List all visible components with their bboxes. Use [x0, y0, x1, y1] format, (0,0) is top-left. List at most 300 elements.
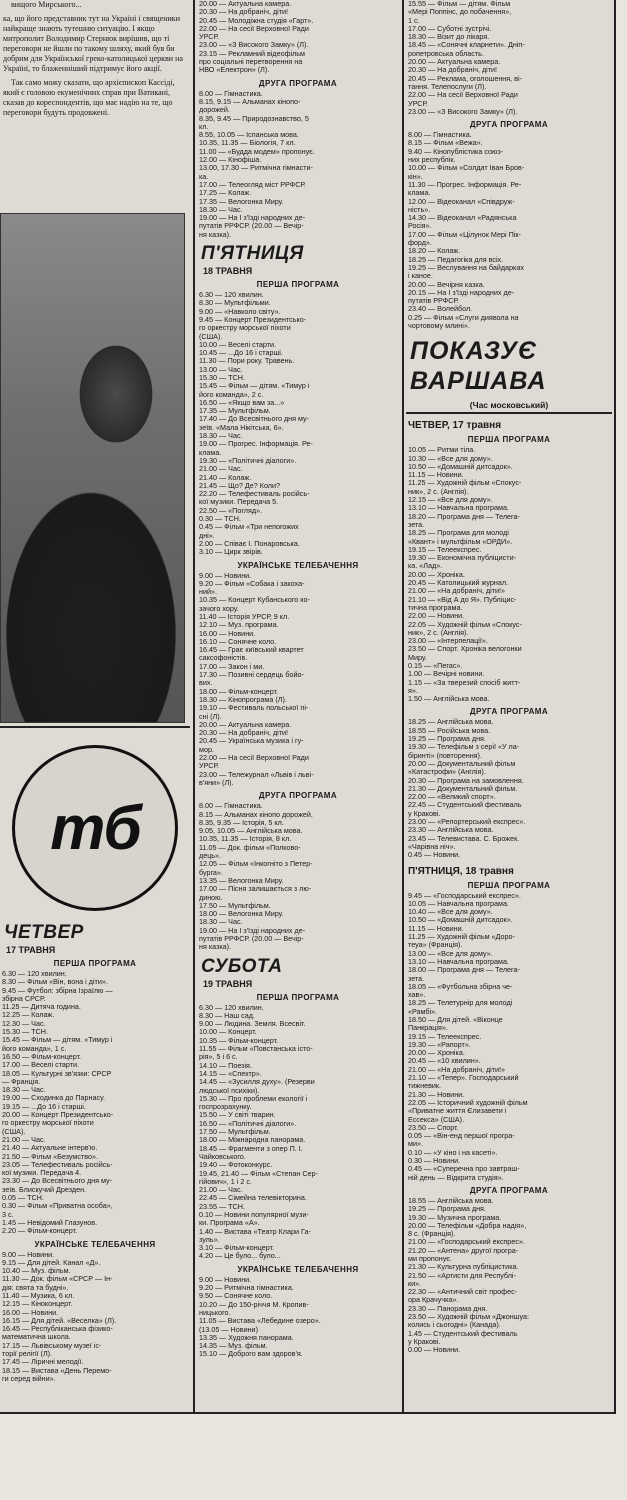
schedule-entry: 0.25 — Фільм «Слуги диявола на [408, 313, 519, 322]
schedule-entry: 21.40 — Колаж. [199, 473, 252, 482]
schedule-entry: 0.10 — Новини популярної музи- [199, 1211, 309, 1219]
schedule-entry: 10.20 — До 150-річчя М. Кропив- [199, 1300, 309, 1309]
portrait-photo [0, 213, 185, 723]
schedule-entry: вих. [199, 679, 213, 688]
schedule-entry: 10.50 — «Домашній дитсадок». [408, 916, 513, 925]
schedule-entry: 19.15 — Телеекспрес. [408, 1032, 482, 1041]
schedule-entry: «Рамбі». [408, 1007, 438, 1016]
schedule-entry: 18.00 — Міжнародна панорама. [199, 1136, 306, 1145]
schedule-entry: бурга». [199, 868, 223, 877]
schedule-entry: дець». [199, 852, 222, 861]
schedule-entry: 23.30 — До Всесвітнього дня му- [2, 1177, 113, 1186]
schedule-entry: 10.05 — Ритми тіла. [408, 446, 476, 455]
schedule-entry: ницького. [199, 1308, 231, 1317]
schedule-entry: 20.00 — Актуальна камера. [199, 0, 292, 8]
schedule-entry: 11.25 — Художній фільм «Спокус- [408, 479, 522, 488]
schedule-entry: 9.00 — «Навколо світу». [199, 307, 281, 316]
schedule-entry: 13.00 — «Все для дому». [408, 949, 493, 958]
schedule-entry: 15.50 — У світі тварин. [199, 1111, 276, 1120]
column-middle [197, 0, 399, 1412]
program-heading: ДРУГА ПРОГРАМА [469, 120, 549, 130]
schedule-entry: 20.45 — «10 хвилин». [408, 1057, 481, 1066]
schedule-entry: 10.35, 11.35 — Біологія, 7 кл. [199, 139, 296, 148]
schedule-entry: 11.30 — Пори року. Травень. [199, 357, 295, 366]
schedule-entry: 23.45 — Телевистава. С. Брожек. [408, 834, 520, 843]
schedule-entry: 23.50 — Спорт. Хроніка велогонки [408, 645, 522, 654]
schedule-entry: 10.00 — Веселі старти. [199, 340, 277, 349]
schedule-entry: 21.00 — Час. [199, 1186, 243, 1195]
schedule-entry: 17.00 — Суботні зустрічі. [408, 24, 492, 33]
schedule-entry: 20.30 — Програма на замовлення. [408, 776, 524, 785]
schedule-entry: 11.25 — Дитяча година. [2, 1003, 81, 1012]
schedule-entry: 15.30 — ТСН. [2, 1028, 48, 1037]
tv-logo-icon [12, 745, 178, 911]
schedule-entry: 11.30 — Прогрес. Інформація. Ре- [408, 180, 522, 189]
column-right [406, 0, 612, 1412]
program-heading: ПЕРША ПРОГРАМА [467, 435, 551, 445]
schedule-entry: 20.00 — Актуальна камера. [199, 720, 292, 729]
schedule-entry: 9.00 — Новини. [2, 1250, 55, 1259]
schedule-entry: 9.00 — Новини. [199, 571, 252, 580]
schedule-entry: 23.00 — «З Високого Замку» (Л). [199, 41, 309, 50]
schedule-entry: 0.05 — «Він-енд першої програ- [408, 1132, 515, 1141]
schedule-entry: 23.00 — «З Високого Замку» (Л). [408, 107, 518, 116]
schedule-entry: теуа» (Франція). [408, 941, 463, 950]
schedule-entry: 19.25 — Програма дня. [408, 1205, 486, 1214]
schedule-entry: (США). [199, 332, 223, 341]
schedule-entry: 8 с. (Франція). [408, 1230, 456, 1239]
schedule-entry: 19.30 — «Рапорт». [408, 1040, 471, 1049]
timezone-note: (Час московський) [469, 400, 549, 411]
schedule-entry: форд». [408, 239, 432, 248]
program-heading: ПЕРША ПРОГРАМА [53, 959, 137, 968]
schedule-entry: 18.25 — Англійська мова. [408, 718, 494, 727]
schedule-entry: дія: свята та будні». [2, 1283, 69, 1292]
schedule-entry: 21.10 — «Від А до Я». Публіцис- [408, 595, 517, 604]
schedule-entry: 20.30 — На добраніч, діти! [199, 8, 289, 17]
schedule-entry: 21.45 — Що? Де? Коли? [199, 481, 280, 490]
schedule-entry: зета. [408, 520, 425, 529]
schedule-entry: 8.15 — Альманах кінопо дорожей. [199, 810, 313, 819]
schedule-entry: 21.30 — Документальний фільм. [408, 784, 518, 793]
schedule-entry: го оркестру морської піхоти [199, 324, 291, 333]
schedule-entry: 16.50 — Фільм-концерт. [2, 1052, 82, 1061]
schedule-entry: 8.15 — Фільм «Вежа». [408, 139, 483, 148]
schedule-entry: 15.30 — Про проблеми екології і [199, 1094, 308, 1103]
schedule-entry: 19.30 — Музична програма. [408, 1213, 502, 1222]
schedule-entry: 18.15 — Вистава «День Перемо- [2, 1366, 112, 1375]
schedule-list [197, 90, 399, 239]
schedule-entry: кін». [408, 172, 423, 181]
schedule-entry: кл. [199, 122, 209, 131]
schedule-list [406, 446, 612, 703]
schedule-entry: 11.00 — «Будда модем» пропонує. [199, 147, 315, 156]
schedule-entry: 13.35 — Велогонка Миру. [199, 876, 284, 885]
schedule-entry: сні (Л). [199, 712, 222, 721]
schedule-entry: НВО «Електрон» (Л). [199, 66, 270, 75]
schedule-entry: 20.00 — Вечірня казка. [408, 280, 485, 289]
schedule-entry: 12.10 — Муз. програма. [199, 621, 279, 630]
schedule-entry: «Чарівна ніч». [408, 842, 456, 851]
schedule-entry: 9.20 — Фільм «Собака і закоха- [199, 579, 305, 588]
schedule-entry: 18.00 — Програма дня — Телега- [408, 966, 520, 975]
schedule-entry: 18.00 — Велогонка Миру. [199, 910, 284, 919]
schedule-entry: 9.20 — Ритмічна гімнастика. [199, 1284, 294, 1293]
schedule-entry: 11.55 — Фільм «Повстанська істо- [199, 1045, 313, 1054]
schedule-entry: 9.15 — Для дітей. Канал «Д». [2, 1258, 101, 1267]
schedule-entry: 11.15 — Новини. [408, 471, 464, 480]
schedule-entry: 8.00 — Гімнастика. [199, 802, 263, 811]
schedule-entry: 16.10 — Сонячне коло. [199, 637, 277, 646]
schedule-entry: 10.05 — Навчальна програма. [408, 899, 509, 908]
schedule-entry: 21.00 — Час. [199, 465, 243, 474]
program-heading: УКРАЇНСЬКЕ ТЕЛЕБАЧЕННЯ [237, 1264, 359, 1274]
schedule-entry: 11.15 — Новини. [408, 924, 464, 933]
schedule-entry: 20.45 — Молодіжна студія «Гарт». [199, 16, 314, 25]
day-heading-w-friday: П'ЯТНИЦЯ, 18 травня [408, 865, 514, 877]
schedule-entry: 9.45 — Концерт Президентсько- [199, 315, 307, 324]
program-heading: ПЕРША ПРОГРАМА [467, 880, 551, 890]
schedule-entry: 23.05 — Телефестиваль російсь- [2, 1160, 113, 1169]
schedule-entry: 12.00 — Відеоканал «Співдруж- [408, 197, 515, 206]
day-heading-thursday: ЧЕТВЕР [4, 922, 84, 943]
schedule-entry: ропетровська область. [408, 49, 484, 58]
schedule-entry: 21.20 — «Антена» другої програ- [408, 1246, 519, 1255]
schedule-entry: мор. [199, 745, 214, 754]
schedule-entry: клама. [408, 189, 431, 198]
schedule-entry: 22.45 — Студентський фестиваль [408, 801, 522, 810]
schedule-entry: 11.40 — Історія УРСР, 9 кл. [199, 613, 290, 621]
schedule-entry: 10.40 — Муз. фільм. [2, 1267, 71, 1276]
schedule-entry: 21.40 — Актуальне інтерв'ю. [2, 1144, 98, 1153]
schedule-entry: його команда», 1 с. [2, 1044, 67, 1053]
schedule-entry: 0.45 — «Суперечна про завтраш- [408, 1165, 520, 1174]
column-left [0, 0, 190, 1412]
schedule-entry: 18.25 — Педагогіка для всіх. [408, 255, 504, 264]
schedule-entry: 22.00 — На сесії Верховної Ради [199, 754, 309, 763]
schedule-entry: ки. Програма «А». [199, 1219, 260, 1228]
schedule-entry: у Кракові. [408, 1337, 441, 1346]
schedule-entry: 14.15 — «Спектр». [199, 1069, 262, 1078]
schedule-entry: 15.30 — ТСН. [199, 373, 245, 382]
schedule-entry: 18.30 — Час. [199, 205, 243, 214]
schedule-entry: 17.50 — Мультфільм. [199, 901, 271, 910]
article-paragraph: ка, що його представник тут на Україні і священики найкраще знають тутешню ситуацію. І якщо митрополит Володимир Стернюк вирішив, що ті переговори не йшли по такому шляху, який був би добрим для Української греко-католицької церкви на Україні, то блаженніший підтримує його акції. [3, 14, 183, 73]
program-heading: ПЕРША ПРОГРАМА [256, 992, 340, 1002]
schedule-entry: УРСР. [408, 99, 428, 108]
schedule-entry: 0.30 — ТСН. [199, 515, 241, 524]
schedule-list [197, 1004, 399, 1261]
schedule-list [197, 1276, 399, 1359]
schedule-entry: 8.35, 9.35 — Історія, 5 кл. [199, 818, 284, 827]
schedule-entry: 0.05 — ТСН. [2, 1194, 44, 1203]
schedule-entry: 21.50 — «Артисти для Республі- [408, 1271, 516, 1280]
schedule-entry: 16.00 — Новини. [2, 1308, 59, 1317]
schedule-entry: 1.45 — Невідомий Глазунов. [2, 1218, 98, 1227]
schedule-entry: і каное. [408, 272, 433, 281]
schedule-entry: 9.45 — «Господарський експрес». [408, 891, 521, 900]
schedule-entry: УРСР. [199, 33, 219, 42]
date-friday: 18 ТРАВНЯ [203, 266, 253, 277]
schedule-entry: тична програма. [408, 603, 463, 612]
schedule-entry: путатів РРФСР. (20.00 — Вечір- [199, 222, 304, 231]
schedule-entry: «Катастрофи» (Англія). [408, 768, 486, 777]
schedule-entry: 3.10 — Цирк звірів. [199, 548, 263, 557]
schedule-entry: ми пропонує. [408, 1255, 452, 1263]
schedule-entry: ник», 2 с. (Англія). [408, 487, 469, 496]
schedule-entry: 19.10 — Фестиваль польської пі- [199, 704, 309, 713]
schedule-entry: 11.05 — Док. фільм «Полково- [199, 843, 301, 852]
schedule-entry: УРСР. [199, 762, 219, 771]
schedule-entry: торії релігії (Л). [2, 1350, 53, 1359]
schedule-entry: 15.45 — Фільм — дітям. «Тимур і [199, 382, 310, 391]
schedule-entry: чортовому млині». [408, 321, 470, 330]
schedule-entry: диною. [199, 893, 223, 902]
schedule-entry: 6.30 — 120 хвилин. [199, 291, 264, 300]
schedule-entry: зачого хору. [199, 604, 239, 613]
schedule-entry: 0.45 — Новини. [408, 851, 461, 860]
schedule-entry: ність». [408, 205, 431, 214]
schedule-entry: гійович», 1 і 2 с. [199, 1177, 252, 1186]
schedule-entry: 19.00 — Прогрес. Інформація. Ре- [199, 440, 313, 449]
schedule-entry: 21.50 — Фільм «Безумство». [2, 1152, 98, 1161]
schedule-entry: 20.00 — Актуальна камера. [408, 58, 501, 67]
schedule-entry: 15.45 — Фільм — дітям. «Тимур і [2, 1036, 113, 1045]
schedule-entry: 8.55, 10.05 — Іспанська мова. [199, 131, 299, 140]
divider [406, 412, 612, 414]
schedule-entry: 18.50 — Для дітей. «Віконце [408, 1015, 503, 1024]
schedule-entry: 23.00 — «Репортерський експрес». [408, 818, 526, 827]
schedule-entry: ний». [199, 588, 217, 597]
schedule-entry: дорожей. [199, 106, 230, 115]
schedule-entry: 17.00 — Телеогляд міст РРФСР. [199, 180, 306, 189]
schedule-entry: 19.40 — Фотоконкурс. [199, 1161, 273, 1170]
schedule-list [406, 892, 612, 1182]
column-rule [193, 0, 195, 1412]
divider [0, 726, 190, 728]
schedule-entry: 20.00 — Хроніка. [408, 1049, 465, 1058]
schedule-entry: 22.05 — Художній фільм «Спокус- [408, 620, 522, 629]
schedule-entry: 10.45 — ...До 16 і старші. [199, 349, 283, 358]
schedule-entry: 9.40 — Кінопублістика союз- [408, 147, 504, 156]
schedule-entry: 11.30 — Док. фільм «СРСР — Ін- [2, 1275, 113, 1284]
schedule-entry: математична школа. [2, 1333, 71, 1342]
schedule-entry: 0.15 — «Пегас». [408, 662, 463, 670]
schedule-entry: 18.30 — Кінопрограма (Л). [199, 695, 287, 704]
schedule-entry: 12.05 — Фільм «Інкогніто з Петер- [199, 860, 313, 869]
schedule-entry: 17.50 — Мультфільм. [199, 1128, 271, 1137]
schedule-entry: 18.05 — «Футбольна збірна че- [408, 982, 513, 991]
schedule-entry: 0.10 — «У кіно і на касеті». [408, 1148, 498, 1157]
schedule-entry: 19.30 — «Політичні діалоги». [199, 456, 297, 465]
schedule-entry: 1.15 — «За тверезий спосіб житт- [408, 678, 521, 687]
schedule-entry: 18.30 — Візит до лікаря. [408, 33, 490, 42]
warsaw-heading-line: ПОКАЗУЄ [410, 337, 537, 366]
schedule-entry: про соціальні перетворення на [199, 58, 303, 67]
schedule-entry: 21.00 — «Господарський експрес». [408, 1238, 525, 1247]
schedule-list [197, 0, 399, 75]
schedule-entry: 21.30 — Новини. [408, 1090, 465, 1099]
schedule-entry: 21.30 — Культурна публіцистика. [408, 1263, 519, 1272]
schedule-entry: зета. [408, 974, 425, 983]
schedule-entry: 16.50 — «Політичні діалоги». [199, 1119, 297, 1128]
schedule-entry: 22.00 — На сесії Верховної Ради [199, 24, 309, 33]
schedule-entry: Росія». [408, 222, 432, 231]
schedule-entry: 23.55 — ТСН. [199, 1202, 245, 1211]
article-text [0, 0, 190, 118]
warsaw-heading [410, 336, 608, 396]
schedule-entry: 12.15 — Кіноконцерт. [2, 1300, 73, 1309]
schedule-entry: 23.15 — Рекламний відеофільм [199, 49, 305, 58]
schedule-entry: 9.50 — Сонячне коло. [199, 1292, 273, 1301]
schedule-entry: 8.30 — Фільм «Він, вона і діти». [2, 978, 108, 987]
schedule-entry: 20.45 — Католицький журнал. [408, 579, 509, 588]
schedule-entry: Чайковського. [199, 1152, 246, 1161]
schedule-entry: 20.15 — На І з'їзді народних де- [408, 288, 515, 297]
schedule-entry: 10.35 — Фільм-концерт. [199, 1036, 279, 1045]
schedule-entry: 1.40 — Вистава «Театр Клари Га- [199, 1227, 311, 1236]
schedule-entry: 19.00 — На І з'їзді народних де- [199, 926, 306, 935]
schedule-entry: 22.00 — На сесії Верховної Ради [408, 91, 518, 100]
schedule-entry: 9.00 — Новини. [199, 1275, 252, 1284]
schedule-entry: Панкрація». [408, 1024, 448, 1033]
schedule-entry: 22.00 — Новини. [408, 612, 465, 621]
schedule-entry: 22.30 — «Античний світ профес- [408, 1288, 518, 1297]
schedule-entry: 23.50 — Художній фільм «Джоншуа: [408, 1313, 529, 1322]
schedule-entry: клама. [199, 448, 222, 457]
schedule-entry: 18.25 — Телетурнір для молоді [408, 999, 513, 1008]
schedule-entry: 17.15 — Львівському музеї іс- [2, 1341, 102, 1350]
schedule-entry: 12.15 — «Все для дому». [408, 496, 493, 505]
date-thursday: 17 ТРАВНЯ [6, 945, 56, 955]
program-heading: ДРУГА ПРОГРАМА [258, 78, 338, 88]
schedule-entry: 8.30 — Наш сад. [199, 1011, 255, 1020]
schedule-entry: збірна СРСР. [2, 994, 46, 1003]
schedule-entry: 23.00 — Тележурнал «Львів і льві- [199, 770, 314, 779]
schedule-list [197, 572, 399, 788]
schedule-entry: в'яни» (Л). [199, 778, 234, 787]
schedule-entry: «Мері Поппінс, до побачення», [408, 8, 512, 17]
schedule-entry: 18.05 — Культурні зв'язки: СРСР [2, 1069, 112, 1078]
schedule-entry: 1 с. [408, 16, 420, 25]
schedule-entry: кої музики. Передача 4. [2, 1169, 82, 1178]
schedule-list [406, 1197, 612, 1355]
schedule-entry: «Квант» і мультфільм «ОРДИ». [408, 537, 513, 546]
schedule-entry: 18.20 — Колаж. [408, 247, 461, 256]
schedule-entry: 11.40 — Музика, 6 кл. [2, 1291, 75, 1300]
schedule-entry: 18.30 — Час. [199, 432, 243, 441]
schedule-entry: 0.30 — Новини. [408, 1157, 461, 1166]
schedule-entry: 21.00 — «На добраніч, діти!» [408, 587, 506, 596]
schedule-entry: 12.00 — Кінофіша. [199, 156, 262, 165]
schedule-entry: рія», 5 і 6 с. [199, 1053, 238, 1062]
program-heading: ПЕРША ПРОГРАМА [256, 280, 340, 290]
schedule-entry: 19.25 — Веслування на байдарках [408, 263, 524, 272]
schedule-entry: 20.00 — Телефільм «Добра надія», [408, 1221, 527, 1230]
schedule-entry: 20.00 — Хроніка. [408, 570, 465, 579]
schedule-list [0, 970, 190, 1236]
schedule-entry: 23.00 — «Інтерпелації». [408, 637, 488, 646]
schedule-entry: 18.00 — Фільм-концерт. [199, 687, 279, 696]
day-heading-w-thursday: ЧЕТВЕР, 17 травня [408, 420, 502, 432]
schedule-entry: 8.00 — Гімнастика. [408, 131, 472, 140]
schedule-entry: 8.35, 9.45 — Природознавство, 5 [199, 114, 309, 123]
schedule-entry: 8.15, 9.15 — Альманах кінопо- [199, 97, 301, 106]
schedule-entry: ги серед війни». [2, 1374, 56, 1383]
schedule-entry: 1.45 — Студентський фестиваль [408, 1329, 518, 1338]
schedule-entry: 20.45 — Українська музика і гу- [199, 737, 304, 746]
tv-logo-text: тб [50, 793, 140, 863]
warsaw-heading-line: ВАРШАВА [410, 367, 547, 396]
article-paragraph: Так само можу сказати, що архієпископ Кассіді, який є головою екуменічних справ при Ватикані, сказав до кореспондентів, що має надію на те, що переговори будуть продовжені. [3, 78, 175, 117]
schedule-entry: 6.30 — 120 хвилин. [199, 1003, 264, 1012]
schedule-entry: 17.40 — До Всесвітнього дня му- [199, 415, 310, 424]
schedule-entry: 2.00 — Співає І. Понаровська. [199, 539, 300, 548]
column-rule [402, 0, 404, 1412]
schedule-entry: 19.15 — Телеекспрес. [408, 545, 482, 554]
schedule-entry: 21.00 — Час. [2, 1135, 46, 1144]
schedule-entry: 0.45 — Фільм «Три непогожих [199, 523, 299, 532]
schedule-entry: 14.35 — Муз. фільм. [199, 1342, 268, 1351]
schedule-entry: госпрозрахунку. [199, 1103, 252, 1112]
schedule-entry: зеїв. Блискучий Дрезден. [2, 1185, 87, 1194]
schedule-entry: 18.30 — Час. [2, 1086, 46, 1095]
schedule-entry: 22.00 — «Великий спорт». [408, 793, 496, 802]
schedule-entry: людської психіки). [199, 1086, 260, 1095]
schedule-entry: 17.35 — Мультфільм. [199, 407, 271, 416]
schedule-entry: 13.00 — Час. [199, 365, 243, 374]
schedule-list [197, 291, 399, 557]
schedule-entry: 17.00 — Пісня залишається з лю- [199, 885, 312, 894]
schedule-entry: 10.30 — «Все для дому». [408, 454, 493, 463]
schedule-entry: 18.25 — Програма для молоді [408, 529, 509, 538]
schedule-list [0, 1251, 190, 1384]
schedule-entry: 3 с. [2, 1210, 14, 1219]
schedule-entry: 10.00 — Фільм «Солдат Іван Бров- [408, 164, 525, 173]
schedule-entry: 10.35 — Концерт Кубанського ко- [199, 596, 310, 605]
schedule-entry: 11.05 — Вистава «Лебедине озеро». [199, 1317, 321, 1326]
schedule-entry: 19.15 — ...До 16 і старші. [2, 1102, 86, 1111]
schedule-entry: 16.00 — Новини. [199, 629, 256, 638]
schedule-entry: його команда», 2 с. [199, 390, 264, 399]
article-paragraph: вищого Мирського... [11, 0, 82, 9]
schedule-entry: 9.45 — Футбол: збірна Ізраїлю — [2, 986, 113, 995]
schedule-entry: 17.45 — Ліричні мелодії. [2, 1358, 84, 1367]
schedule-entry: 20.45 — Реклама, оголошення, ві- [408, 74, 522, 83]
schedule-entry: ора Крачучка». [408, 1296, 459, 1305]
schedule-entry: 19.30 — Телефільм з серії «У ла- [408, 743, 520, 752]
schedule-entry: 19.00 — Сходинка до Парнасу. [2, 1094, 105, 1103]
schedule-entry: ми». [408, 1140, 423, 1149]
schedule-entry: Миру. [408, 653, 427, 662]
schedule-entry: 13.10 — Навчальна програма. [408, 504, 509, 513]
schedule-entry: 1.00 — Вечірні новини. [408, 670, 485, 679]
schedule-entry: 16.45 — Республіканська фізико- [2, 1325, 113, 1334]
schedule-entry: я». [408, 686, 418, 695]
program-heading: ДРУГА ПРОГРАМА [469, 707, 549, 717]
schedule-entry: путатів РРФСР. [408, 297, 459, 306]
schedule-entry: 23.30 — Англійська мова. [408, 826, 494, 835]
schedule-entry: 18.30 — Час. [199, 918, 243, 927]
schedule-entry: 17.25 — Колаж. [199, 189, 252, 198]
schedule-entry: 0.00 — Новини. [408, 1346, 461, 1355]
schedule-entry: тижневик. [408, 1082, 442, 1091]
schedule-entry: 14.45 — «Зусилля духу». (Резерви [199, 1078, 315, 1087]
schedule-entry: зеїв. «Мала Нікітська, 6». [199, 423, 284, 432]
day-heading-saturday: СУБОТА [201, 955, 283, 977]
schedule-entry: 1.50 — Англійська мова. [408, 695, 490, 704]
schedule-entry: кої музики. Передача 5. [199, 498, 279, 507]
